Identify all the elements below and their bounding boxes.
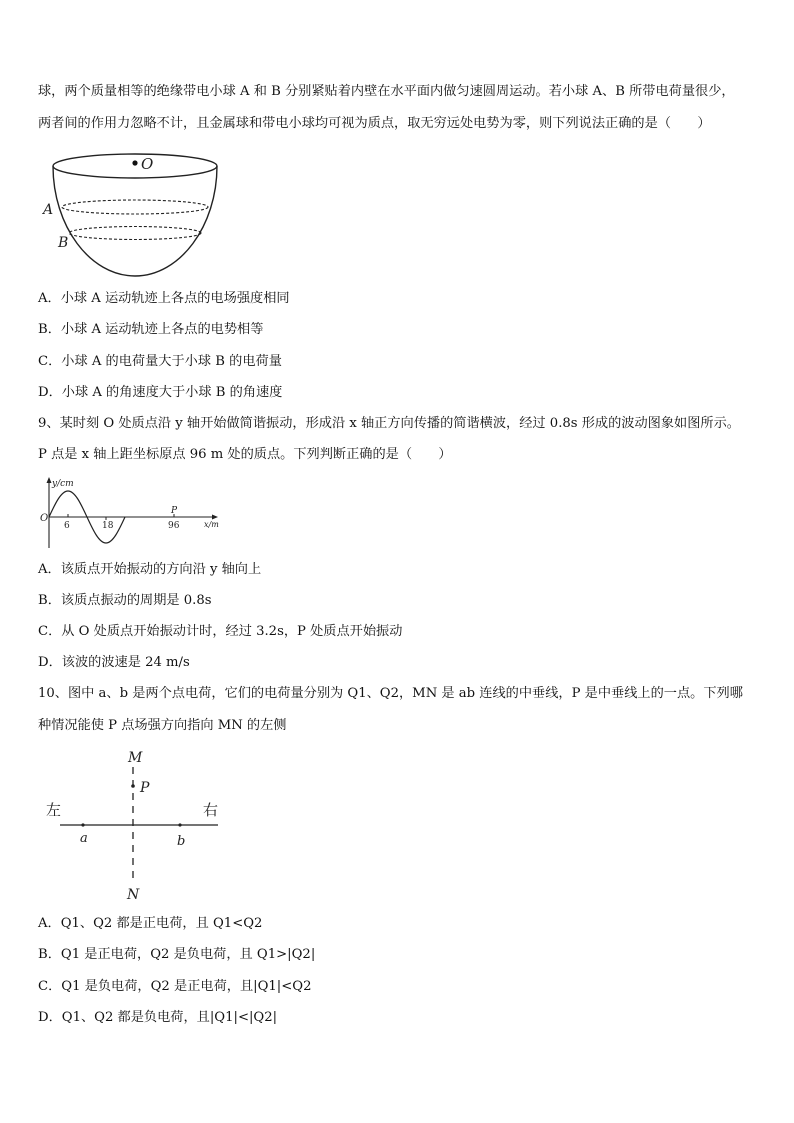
q9-option-b[interactable]: B．该质点振动的周期是 0.8s — [38, 593, 212, 608]
bowl-center-label: O — [141, 155, 154, 173]
point-p-label: P — [171, 506, 178, 516]
q8-stem-line2: 两者间的作用力忽略不计，且金属球和带电小球均可视为质点，取无穷远处电势为零，则下列说法正确的是（ ） — [38, 116, 711, 131]
label-b: b — [177, 834, 186, 849]
q9-stem-line1: 9、某时刻 O 处质点沿 y 轴开始做简谐振动，形成沿 x 轴正方向传播的简谐横波，经过 0.8s 形成的波动图象如图所示。 — [38, 416, 740, 431]
tick-6: 6 — [64, 521, 70, 531]
q8-option-d[interactable]: D．小球 A 的角速度大于小球 B 的角速度 — [38, 385, 283, 400]
q9-stem-line2: P 点是 x 轴上距坐标原点 96 m 处的质点。下列判断正确的是（ ） — [38, 447, 452, 462]
q10-option-d[interactable]: D．Q1、Q2 都是负电荷，且|Q1|<|Q2| — [38, 1010, 278, 1025]
q8-option-a[interactable]: A．小球 A 运动轨迹上各点的电场强度相同 — [38, 291, 290, 306]
label-n: N — [127, 887, 140, 903]
ring-a-label: A — [43, 202, 54, 218]
q8-stem-line1: 球，两个质量相等的绝缘带电小球 A 和 B 分别紧贴着内壁在水平面内做匀速圆周运动。若小球 A、B 所带电荷量很少， — [38, 84, 735, 99]
q9-option-c[interactable]: C．从 O 处质点开始振动计时，经过 3.2s，P 处质点开始振动 — [38, 624, 403, 639]
origin-label: O — [40, 513, 49, 524]
q9-option-d[interactable]: D．该波的波速是 24 m/s — [38, 655, 190, 670]
label-left: 左 — [46, 801, 62, 819]
q8-bowl-figure — [40, 146, 230, 281]
label-right: 右 — [203, 801, 219, 819]
label-m: M — [128, 750, 143, 766]
x-axis-label: x/m — [204, 520, 219, 529]
q10-charge-figure — [38, 744, 228, 904]
q10-option-a[interactable]: A．Q1、Q2 都是正电荷，且 Q1<Q2 — [38, 916, 263, 931]
q10-stem-line1: 10、图中 a、b 是两个点电荷，它们的电荷量分别为 Q1、Q2，MN 是 ab 连线的中垂线，P 是中垂线上的一点。下列哪 — [38, 686, 743, 701]
tick-18: 18 — [102, 521, 114, 531]
ring-b-label: B — [58, 235, 69, 251]
label-p: P — [140, 780, 150, 796]
q10-option-c[interactable]: C．Q1 是负电荷，Q2 是正电荷，且|Q1|<Q2 — [38, 979, 312, 994]
label-a: a — [80, 831, 88, 846]
tick-96: 96 — [168, 521, 180, 531]
q10-stem-line2: 种情况能使 P 点场强方向指向 MN 的左侧 — [38, 718, 287, 733]
y-axis-label: y/cm — [52, 479, 74, 489]
q10-option-b[interactable]: B．Q1 是正电荷，Q2 是负电荷，且 Q1>|Q2| — [38, 947, 316, 962]
q9-option-a[interactable]: A．该质点开始振动的方向沿 y 轴向上 — [38, 562, 262, 577]
q8-option-c[interactable]: C．小球 A 的电荷量大于小球 B 的电荷量 — [38, 354, 282, 369]
q8-option-b[interactable]: B．小球 A 运动轨迹上各点的电势相等 — [38, 322, 264, 337]
q9-wave-graph — [38, 474, 228, 552]
